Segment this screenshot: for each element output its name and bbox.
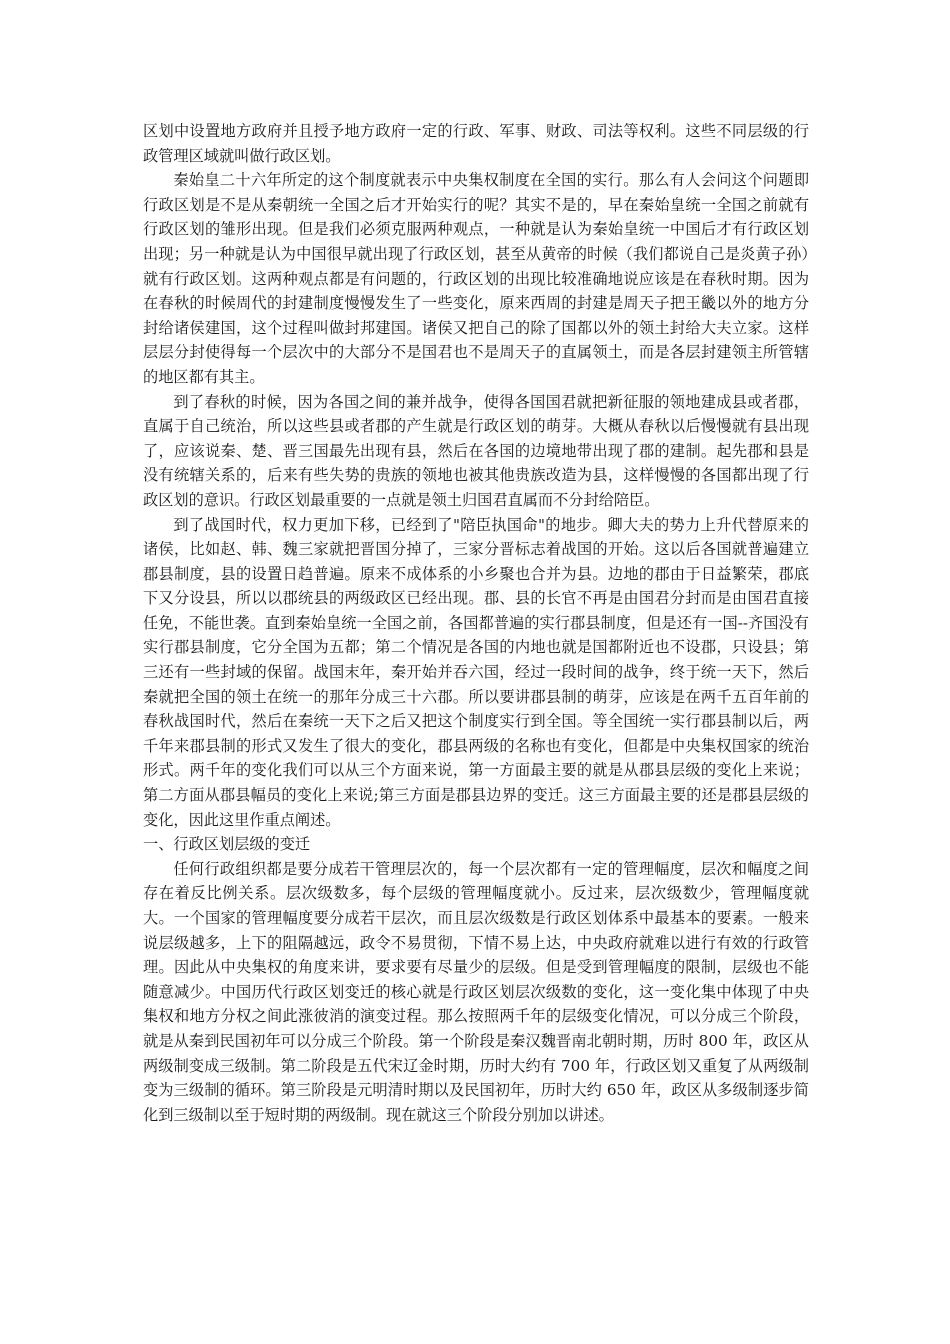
paragraph-3: 到了春秋的时候，因为各国之间的兼并战争，使得各国国君就把新征服的领地建成县或者郡，直属于自己统治，所以这些县或者郡的产生就是行政区划的萌芽。大概从春秋以后慢慢就有县出现了，应该说秦、楚、晋三国最先出现有县，然后在各国的边境地带出现了郡的建制。起先郡和县是没有统辖关系的，后来有些失势的贵族的领地也被其他贵族改造为县，这样慢慢的各国都出现了行政区划的意识。行政区划最重要的一点就是领土归国君直属而不分封给陪臣。 [143,392,809,509]
paragraph-5: 任何行政组织都是要分成若干管理层次的，每一个层次都有一定的管理幅度，层次和幅度之间存在着反比例关系。层次级数多，每个层级的管理幅度就小。反过来，层次级数少，管理幅度就大。一个国家的管理幅度要分成若干层次，而且层次级数是行政区划体系中最基本的要素。一般来说层级越多，上下的阻隔越远，政令不易贯彻，下情不易上达，中央政府就难以进行有效的行政管理。因此从中央集权的角度来讲，要求要有尽量少的层级。但是受到管理幅度的限制，层级也不能随意减少。中国历代行政区划变迁的核心就是行政区划层次级数的变化，这一变化集中体现了中央集权和地方分权之间此涨彼消的演变过程。那么按照两千年的层级变化情况，可以分成三个阶段，就是从秦到民国初年可以分成三个阶段。第一个阶段是秦汉魏晋南北朝时期，历时 800 年，政区从两级制变成三级制。第二阶段是五代宋辽金时期，历时大约有 700 年，行政区划又重复了从两级制变为三级制的循环。第三阶段是元明清时期以及民国初年，历时大约 650 年，政区从多级制逐步简化到三级制以至于短时期的两级制。现在就这三个阶段分别加以讲述。 [143,859,809,1124]
paragraph-2: 秦始皇二十六年所定的这个制度就表示中央集权制度在全国的实行。那么有人会问这个问题即行政区划是不是从秦朝统一全国之后才开始实行的呢？其实不是的，早在秦始皇统一全国之前就有行政区划的雏形出现。但是我们必须克服两种观点，一种就是认为秦始皇统一中国后才有行政区划出现；另一种就是认为中国很早就出现了行政区划，甚至从黄帝的时候（我们都说自己是炎黄子孙）就有行政区划。这两种观点都是有问题的，行政区划的出现比较准确地说应该是在春秋时期。因为在春秋的时候周代的封建制度慢慢发生了一些变化，原来西周的封建是周天子把王畿以外的地方分封给诸侯建国，这个过程叫做封邦建国。诸侯又把自己的除了国都以外的领土封给大夫立家。这样层层分封使得每一个层次中的大部分不是国君也不是周天子的直属领土，而是各层封建领主所管辖的地区都有其主。 [143,171,809,386]
paragraph-1: 区划中设置地方政府并且授予地方政府一定的行政、军事、财政、司法等权利。这些不同层级的行政管理区域就叫做行政区划。 [143,122,809,165]
paragraph-4: 到了战国时代，权力更加下移，已经到了"陪臣执国命"的地步。卿大夫的势力上升代替原来的诸侯，比如赵、韩、魏三家就把晋国分掉了，三家分晋标志着战国的开始。这以后各国就普遍建立郡县制度，县的设置日趋普遍。原来不成体系的小乡聚也合并为县。边地的郡由于日益繁荣，郡底下又分设县，所以以郡统县的两级政区已经出现。郡、县的长官不再是由国君分封而是由国君直接任免，不能世袭。直到秦始皇统一全国之前，各国都普遍的实行郡县制度，但是还有一国--齐国没有实行郡县制度，它分全国为五都；第二个情况是各国的内地也就是国都附近也不设郡，只设县；第三还有一些封域的保留。战国末年，秦开始并吞六国，经过一段时间的战争，终于统一天下，然后秦就把全国的领土在统一的那年分成三十六郡。所以要讲郡县制的萌芽，应该是在两千五百年前的春秋战国时代，然后在秦统一天下之后又把这个制度实行到全国。等全国统一实行郡县制以后，两千年来郡县制的形式又发生了很大的变化，郡县两级的名称也有变化，但都是中央集权国家的统治形式。两千年的变化我们可以从三个方面来说，第一方面最主要的就是从郡县层级的变化上来说；第二方面从郡县幅员的变化上来说;第三方面是郡县边界的变迁。这三方面最主要的还是郡县层级的变化，因此这里作重点阐述。 [143,515,809,829]
section-heading: 一、行政区划层级的变迁 [143,835,311,854]
document-page [143,119,809,1127]
